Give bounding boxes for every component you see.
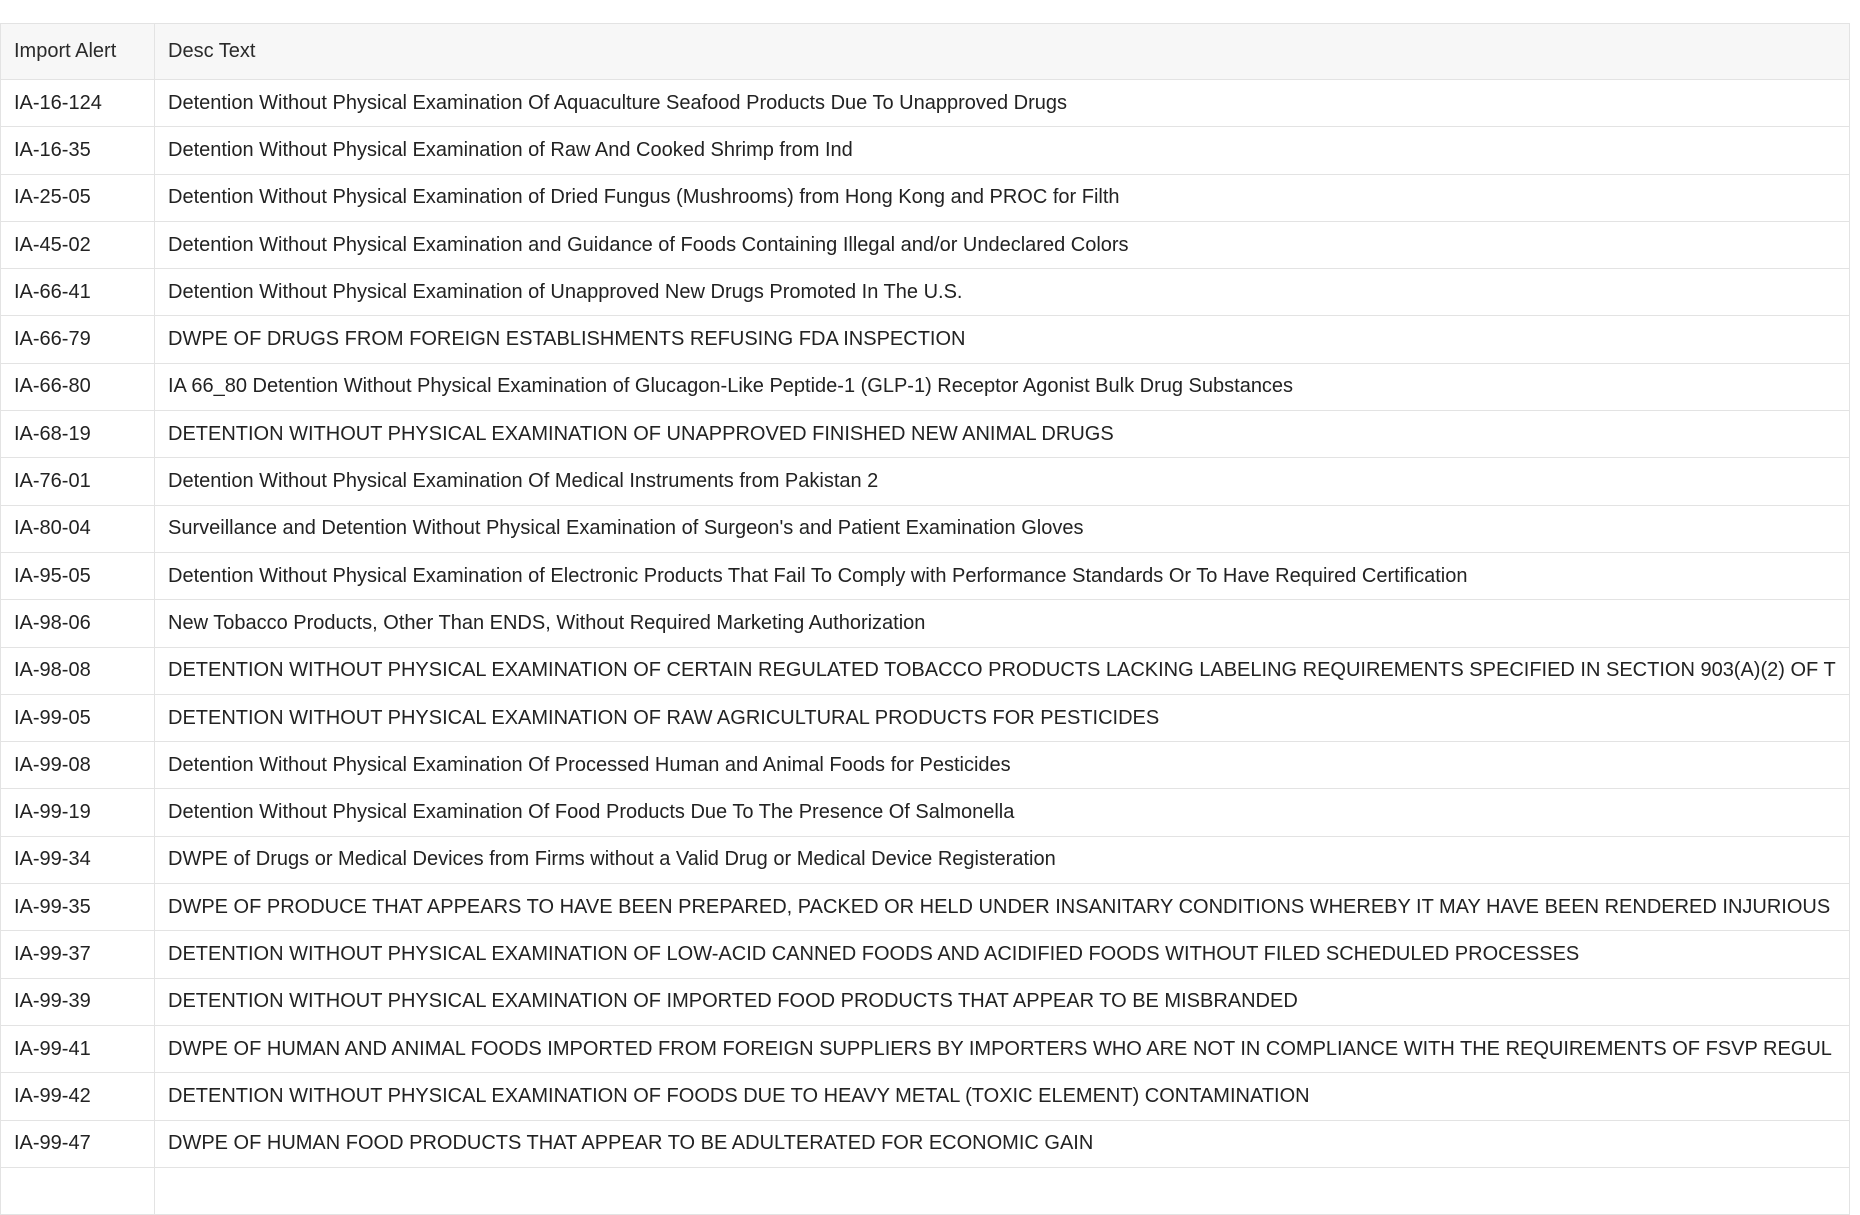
import-alert-cell: IA-80-04: [1, 505, 155, 552]
table-row[interactable]: [1, 1025, 1850, 1072]
desc-text-cell: Surveillance and Detention Without Physical Examination of Surgeon's and Patient Examination Gloves: [155, 505, 1850, 552]
table-row[interactable]: [1, 269, 1850, 316]
table-body: [1, 80, 1850, 1215]
table-row[interactable]: [1, 836, 1850, 883]
import-alert-cell: [1, 1167, 155, 1214]
table-row[interactable]: [1, 742, 1850, 789]
import-alert-cell: IA-99-47: [1, 1120, 155, 1167]
import-alert-cell: IA-45-02: [1, 221, 155, 268]
import-alert-cell: IA-98-06: [1, 600, 155, 647]
table-row[interactable]: [1, 1167, 1850, 1214]
desc-text-cell: DWPE OF PRODUCE THAT APPEARS TO HAVE BEEN PREPARED, PACKED OR HELD UNDER INSANITARY CONDITIONS WHEREBY IT MAY HAVE BEEN RENDERED INJURIOUS: [155, 884, 1850, 931]
table-row[interactable]: [1, 458, 1850, 505]
table-row[interactable]: [1, 931, 1850, 978]
table-row[interactable]: [1, 411, 1850, 458]
desc-text-cell: DWPE OF DRUGS FROM FOREIGN ESTABLISHMENTS REFUSING FDA INSPECTION: [155, 316, 1850, 363]
import-alert-cell: IA-99-41: [1, 1025, 155, 1072]
table-header: [1, 24, 1850, 80]
table-row[interactable]: [1, 316, 1850, 363]
import-alert-cell: IA-68-19: [1, 411, 155, 458]
import-alert-cell: IA-99-42: [1, 1073, 155, 1120]
import-alert-cell: IA-99-08: [1, 742, 155, 789]
table-row[interactable]: [1, 505, 1850, 552]
table-row[interactable]: [1, 647, 1850, 694]
desc-text-cell: [155, 1167, 1850, 1214]
desc-text-cell: Detention Without Physical Examination Of Medical Instruments from Pakistan 2: [155, 458, 1850, 505]
table-row[interactable]: [1, 127, 1850, 174]
desc-text-cell: Detention Without Physical Examination of Electronic Products That Fail To Comply with Performance Standards Or To Have Required Certification: [155, 552, 1850, 599]
desc-text-cell: IA 66_80 Detention Without Physical Examination of Glucagon-Like Peptide-1 (GLP-1) Receptor Agonist Bulk Drug Substances: [155, 363, 1850, 410]
desc-text-cell: DETENTION WITHOUT PHYSICAL EXAMINATION OF LOW-ACID CANNED FOODS AND ACIDIFIED FOODS WITHOUT FILED SCHEDULED PROCESSES: [155, 931, 1850, 978]
header-row: [1, 24, 1850, 80]
import-alert-cell: IA-99-34: [1, 836, 155, 883]
table-row[interactable]: [1, 1073, 1850, 1120]
table-row[interactable]: [1, 789, 1850, 836]
desc-text-cell: DWPE of Drugs or Medical Devices from Firms without a Valid Drug or Medical Device Registeration: [155, 836, 1850, 883]
desc-text-cell: DETENTION WITHOUT PHYSICAL EXAMINATION OF RAW AGRICULTURAL PRODUCTS FOR PESTICIDES: [155, 694, 1850, 741]
import-alert-cell: IA-25-05: [1, 174, 155, 221]
desc-text-cell: Detention Without Physical Examination and Guidance of Foods Containing Illegal and/or Undeclared Colors: [155, 221, 1850, 268]
desc-text-cell: Detention Without Physical Examination Of Aquaculture Seafood Products Due To Unapproved Drugs: [155, 80, 1850, 127]
column-header-desc-text[interactable]: Desc Text: [155, 24, 1850, 80]
desc-text-cell: Detention Without Physical Examination Of Food Products Due To The Presence Of Salmonella: [155, 789, 1850, 836]
table-row[interactable]: [1, 552, 1850, 599]
table-row[interactable]: [1, 363, 1850, 410]
desc-text-cell: DETENTION WITHOUT PHYSICAL EXAMINATION OF IMPORTED FOOD PRODUCTS THAT APPEAR TO BE MISBRANDED: [155, 978, 1850, 1025]
import-alert-cell: IA-95-05: [1, 552, 155, 599]
table-row[interactable]: [1, 884, 1850, 931]
import-alert-cell: IA-99-35: [1, 884, 155, 931]
import-alert-cell: IA-99-05: [1, 694, 155, 741]
table-row[interactable]: [1, 221, 1850, 268]
column-header-import-alert[interactable]: Import Alert: [1, 24, 155, 80]
desc-text-cell: Detention Without Physical Examination of Dried Fungus (Mushrooms) from Hong Kong and PROC for Filth: [155, 174, 1850, 221]
import-alerts-table: [0, 23, 1850, 1215]
table-row[interactable]: [1, 600, 1850, 647]
desc-text-cell: DETENTION WITHOUT PHYSICAL EXAMINATION OF FOODS DUE TO HEAVY METAL (TOXIC ELEMENT) CONTAMINATION: [155, 1073, 1850, 1120]
table-row[interactable]: [1, 978, 1850, 1025]
desc-text-cell: New Tobacco Products, Other Than ENDS, Without Required Marketing Authorization: [155, 600, 1850, 647]
import-alert-cell: IA-99-19: [1, 789, 155, 836]
import-alert-cell: IA-66-80: [1, 363, 155, 410]
import-alerts-table-container: [0, 23, 1860, 1215]
import-alert-cell: IA-76-01: [1, 458, 155, 505]
desc-text-cell: DETENTION WITHOUT PHYSICAL EXAMINATION OF CERTAIN REGULATED TOBACCO PRODUCTS LACKING LABELING REQUIREMENTS SPECIFIED IN SECTION 903(A)(2) OF T: [155, 647, 1850, 694]
table-row[interactable]: [1, 80, 1850, 127]
desc-text-cell: DWPE OF HUMAN FOOD PRODUCTS THAT APPEAR TO BE ADULTERATED FOR ECONOMIC GAIN: [155, 1120, 1850, 1167]
import-alert-cell: IA-66-79: [1, 316, 155, 363]
desc-text-cell: Detention Without Physical Examination of Unapproved New Drugs Promoted In The U.S.: [155, 269, 1850, 316]
import-alert-cell: IA-66-41: [1, 269, 155, 316]
table-row[interactable]: [1, 174, 1850, 221]
import-alert-cell: IA-16-124: [1, 80, 155, 127]
import-alert-cell: IA-16-35: [1, 127, 155, 174]
import-alert-cell: IA-99-39: [1, 978, 155, 1025]
import-alert-cell: IA-98-08: [1, 647, 155, 694]
desc-text-cell: Detention Without Physical Examination Of Processed Human and Animal Foods for Pesticides: [155, 742, 1850, 789]
desc-text-cell: DWPE OF HUMAN AND ANIMAL FOODS IMPORTED FROM FOREIGN SUPPLIERS BY IMPORTERS WHO ARE NOT IN COMPLIANCE WITH THE REQUIREMENTS OF FSVP REGUL: [155, 1025, 1850, 1072]
table-row[interactable]: [1, 1120, 1850, 1167]
desc-text-cell: DETENTION WITHOUT PHYSICAL EXAMINATION OF UNAPPROVED FINISHED NEW ANIMAL DRUGS: [155, 411, 1850, 458]
table-row[interactable]: [1, 694, 1850, 741]
desc-text-cell: Detention Without Physical Examination of Raw And Cooked Shrimp from Ind: [155, 127, 1850, 174]
import-alert-cell: IA-99-37: [1, 931, 155, 978]
